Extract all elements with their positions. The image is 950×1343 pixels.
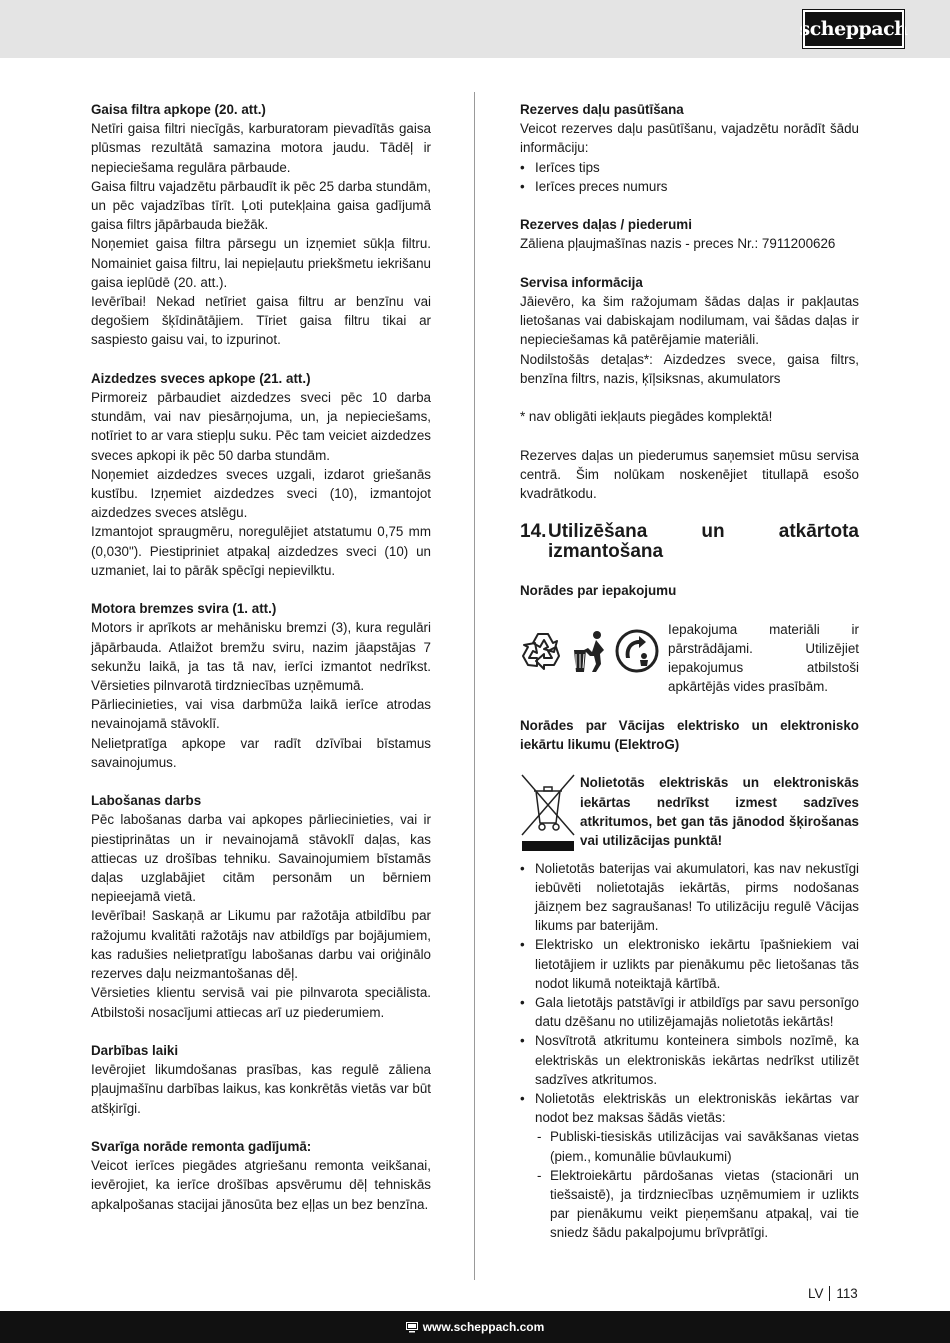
chapter-heading	[520, 522, 859, 562]
left-column	[91, 100, 431, 1233]
paragraph: Noņemiet gaisa filtra pārsegu un izņemiet sūkļa filtru. Nomainiet gaisa filtru, lai nepieļautu priekšmetu iekrišanu gaisa ieplūdē (20. att.).	[91, 236, 431, 290]
page-lang: LV	[808, 1286, 824, 1301]
paragraph: Izmantojot spraugmēru, noregulējiet atstatumu 0,75 mm (0,030"). Piestipriniet atpakaļ aizdedzes sveci (10) un uzmaniet, lai to pārāk spēcīgi nepievilktu.	[91, 524, 431, 578]
crossed-bin-icon	[520, 773, 576, 853]
weee-warning: Nolietotās elektriskās un elektroniskās iekārtas nedrīkst izmest sadzīves atkritumos, bet gan tās jānodod šķirošanas vai utilizācijas punktā!	[580, 775, 859, 848]
air-filter-heading: Gaisa filtra apkope (20. att.)	[91, 102, 266, 117]
paragraph: Pirmoreiz pārbaudiet aizdedzes sveci pēc 10 darba stundām, vai nav piesārņojuma, un, ja nepieciešams, notīriet to ar vara stiepļu suku. Pēc tam veiciet aizdedzes sveces apkopi ik pēc 50 darba stundām.	[91, 390, 431, 463]
right-column	[520, 100, 859, 1243]
parts-heading: Rezerves daļas / piederumi	[520, 217, 692, 233]
list-item: • Elektrisko un elektronisko iekārtu īpašniekiem vai lietotājiem ir uzlikts par pienākumu pēc lietošanas tās nodot likumā noteiktajā kārtībā.	[520, 935, 859, 993]
recycle-icon	[520, 628, 566, 674]
weee-icon-wrap	[520, 773, 580, 858]
air-filter-section	[91, 100, 431, 350]
paragraph: Pēc labošanas darba vai apkopes pārliecinieties, vai ir piestiprinātas un ir nevainojamā stāvoklī daļas, kas attiecas uz drošības tehniku. Savainojumiem bīstamās daļas uzglabājiet citām personām un bērniem nepieejamā vietā.	[91, 812, 431, 905]
weee-section	[520, 716, 859, 1243]
list-item: • Ierīces preces numurs	[520, 177, 859, 196]
service-contact: Rezerves daļas un piederumus saņemsiet mūsu servisa centrā. Šim nolūkam noskenējiet titullapā esošo kvadrātkodu.	[520, 447, 859, 501]
paragraph: Noņemiet aizdedzes sveces uzgali, izdarot griešanās kustību. Izņemiet aizdedzes sveci (10), izmantojot aizdedzes sveces atslēgu.	[91, 466, 431, 521]
scheppach-logo: scheppach	[803, 10, 904, 48]
list-item: • Gala lietotājs patstāvīgi ir atbildīgs par savu personīgo datu dzēšanu no utilizējamajās nolietotās iekārtās!	[520, 993, 859, 1031]
repair-note-heading: Svarīga norāde remonta gadījumā:	[91, 1138, 312, 1154]
weee-warning-row	[520, 773, 859, 858]
packaging-icons	[520, 620, 668, 674]
green-dot-recycling-icon	[614, 628, 660, 674]
paragraph: Nodilstošās detaļas*: Aizdedzes svece, gaisa filtrs, benzīna filtrs, nazis, ķīļsiksnas, akumulators	[520, 351, 859, 386]
paragraph: Pārliecinieties, vai visa darbmūža laikā ierīce atrodas nevainojamā stāvoklī.	[91, 697, 431, 732]
repair-section	[91, 791, 431, 1021]
column-divider	[474, 92, 475, 1280]
page-number	[808, 1286, 858, 1301]
paragraph: Netīri gaisa filtri niecīgās, karburatoram pievadītās gaisa plūsmas rezultātā samazina motora jaudu. Tādēļ ir nepieciešama regulāra pārbaude.	[91, 121, 431, 175]
repair-heading: Labošanas darbs	[91, 793, 202, 809]
paragraph: Ievērībai! Saskaņā ar Likumu par ražotāja atbildību par ražojumu kvalitāti ražotājs nav atbildīgs par bojājumiem, kas radušies nelietpratīgu labošanas darbu vai oriģinālo rezerves daļu neizmantošanas dēļ.	[91, 908, 431, 982]
packaging-text: Iepakojuma materiāli ir pārstrādājami. Utilizējiet iepakojumus atbilstoši apkārtējās vides prasībām.	[668, 621, 859, 695]
paragraph: Ievērībai! Nekad netīriet gaisa filtru ar benzīnu vai degošiem šķīdinātājiem. Tīriet gaisa filtru tikai ar saspiesto gaisu vai, to izpurinot.	[91, 294, 431, 348]
brake-section	[91, 599, 431, 772]
footer-bar	[0, 1311, 950, 1343]
weee-heading: Norādes par Vācijas elektrisko un elektronisko iekārtu likumu (ElektroG)	[520, 717, 859, 752]
page-separator	[829, 1286, 830, 1301]
list-item: • Nosvītrotā atkritumu konteinera simbols nozīmē, ka elektriskās un elektroniskās iekārtas nedrīkst utilizēt sadzīves atkritumos.	[520, 1031, 859, 1089]
paragraph: Jāievēro, ka šim ražojumam šādas daļas ir pakļautas lietošanas vai dabiskajam nodilumam, vai šādas daļas ir nepieciešamas kā patērējamie materiāli.	[520, 294, 859, 348]
order-section	[520, 100, 859, 196]
brake-heading: Motora bremzes svira (1. att.)	[91, 601, 277, 617]
order-heading: Rezerves daļu pasūtīšana	[520, 102, 684, 117]
paragraph: Vērsieties klientu servisā vai pie pilnvarota speciālista. Atbilstoši nosacījumi attiecas arī uz piederumiem.	[91, 985, 431, 1020]
spark-plug-section	[91, 369, 431, 580]
operating-times-heading: Darbības laiki	[91, 1042, 179, 1058]
operating-times-section	[91, 1041, 431, 1118]
chapter-number: 14.	[520, 521, 547, 543]
weee-list	[520, 859, 859, 1128]
list-item: - Elektroiekārtu pārdošanas vietas (stacionāri un tiešsaistē), ja tirdzniecības uzņēmumiem ir uzlikts par pienākumu veikt pieņemšanu atpakaļ, vai tie sniedz šādu pakalpojumu brīvprātīgi.	[535, 1166, 859, 1243]
packaging-heading: Norādes par iepakojumu	[520, 583, 677, 599]
parts-section	[520, 215, 859, 253]
list-item: • Nolietotās elektriskās un elektroniskās iekārtas var nodot bez maksas šādās vietās:	[520, 1089, 859, 1127]
service-section	[520, 273, 859, 388]
list-item: • Nolietotās baterijas vai akumulatori, kas nav nekustīgi iebūvēti nolietotajās iekārtās, pirms nodošanas jāizņem bez sagraušanas! To utilizāciju regulē Vācijas likums par baterijām.	[520, 859, 859, 936]
paragraph: Motors ir aprīkots ar mehānisku bremzi (3), kura regulāri jāpārbauda. Atlaižot bremžu sviru, nazim jāapstājas 7 sekunžu laikā, ja tas tā nav, ierīci izmantot nedrīkst. Vērsieties pilnvarotā tirdzniecības uzņēmumā.	[91, 620, 431, 694]
paragraph: Zāliena pļaujmašīnas nazis - preces Nr.: 7911200626	[520, 236, 836, 252]
spark-plug-heading: Aizdedzes sveces apkope (21. att.)	[91, 370, 311, 386]
paragraph: Veicot rezerves daļu pasūtīšanu, vajadzētu norādīt šādu informāciju:	[520, 121, 859, 156]
order-list	[520, 158, 859, 196]
tidy-man-icon	[570, 628, 610, 674]
monitor-icon	[406, 1322, 418, 1333]
paragraph: Nelietpratīga apkope var radīt dzīvībai bīstamus savainojumus.	[91, 735, 431, 770]
paragraph: Ievērojiet likumdošanas prasības, kas regulē zāliena pļaujmašīnu darbības laikus, kas konkrētās vietās var būt atšķirīgi.	[91, 1062, 431, 1116]
paragraph: Gaisa filtru vajadzētu pārbaudīt ik pēc 25 darba stundām, un pēc vajadzības tīrīt. Ļoti putekļaina gaisa gadījumā gaisa filtrs jāpārbauda biežāk.	[91, 178, 431, 233]
list-item: • Ierīces tips	[520, 158, 859, 177]
list-item: - Publiski-tiesiskās utilizācijas vai savākšanas vietas (piem., komunālie būvlaukumi)	[535, 1127, 859, 1165]
footer-url[interactable]: www.scheppach.com	[422, 1320, 545, 1334]
service-heading: Servisa informācija	[520, 274, 643, 290]
paragraph: Veicot ierīces piegādes atgriešanu remonta veikšanai, ievērojiet, ka ierīce drošības apsvērumu dēļ tehniskās apkalpošanas stacijai jānosūta bez eļļas un bez benzīna.	[91, 1158, 431, 1212]
weee-sublist	[520, 1127, 859, 1242]
packaging-section	[520, 581, 859, 696]
page-value: 113	[836, 1286, 858, 1301]
repair-note-section	[91, 1137, 431, 1214]
service-note: * nav obligāti iekļauts piegādes komplektā!	[520, 409, 773, 425]
packaging-row	[520, 620, 859, 697]
chapter-title: Utilizēšana un atkārtota izmantošana	[548, 521, 859, 563]
